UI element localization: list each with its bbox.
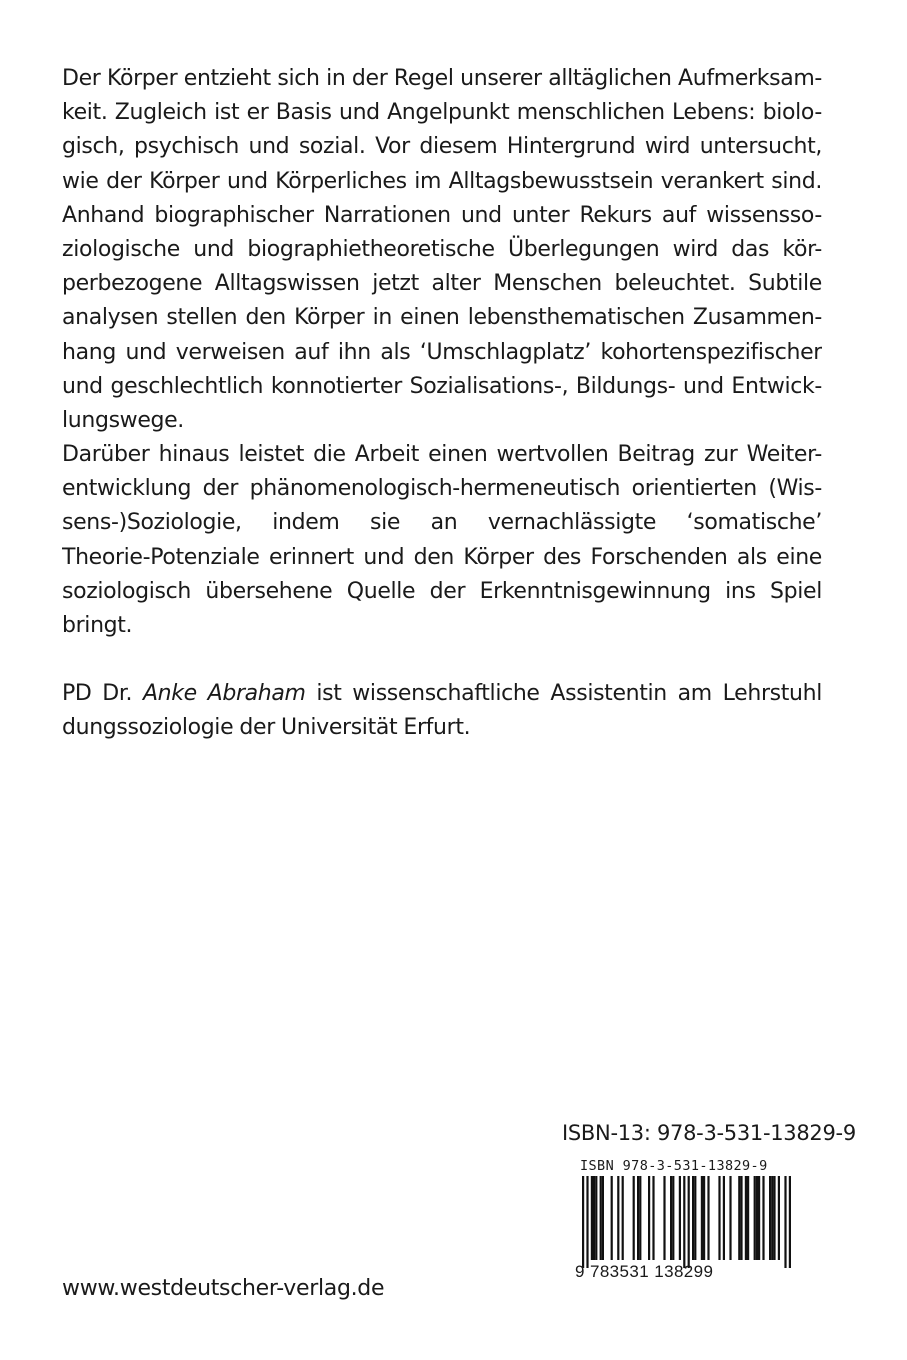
barcode-guard-bar xyxy=(586,1176,588,1268)
barcode-bar xyxy=(723,1176,725,1260)
barcode-bar xyxy=(639,1176,641,1260)
barcode-bar xyxy=(747,1176,749,1260)
barcode-bar xyxy=(670,1176,672,1260)
author-line-1-rest: ist wissenschaftliche Assistentin am Lehrstuhl xyxy=(316,681,822,707)
blurb-line: soziologisch übersehene Quelle der Erkenntnisgewinnung ins Spiel xyxy=(62,578,822,604)
blurb-line: analysen stellen den Körper in einen lebensthematischen Zusammen- xyxy=(62,305,822,331)
barcode-bar xyxy=(602,1176,604,1260)
barcode-isbn-text: ISBN 978-3-531-13829-9 xyxy=(580,1158,768,1174)
barcode-bar xyxy=(617,1176,619,1260)
blurb-line: Darüber hinaus leistet die Arbeit einen wertvollen Beitrag zur Weiter- xyxy=(62,442,822,468)
barcode-guard-bar xyxy=(582,1176,584,1268)
barcode-bar xyxy=(762,1176,764,1260)
barcode-bar xyxy=(740,1176,742,1260)
barcode-bars xyxy=(572,1176,794,1268)
barcode-bar xyxy=(663,1176,665,1260)
barcode-guard-bar xyxy=(688,1176,690,1268)
barcode-bar xyxy=(771,1176,773,1260)
barcode-bar xyxy=(773,1176,775,1260)
blurb-line: Theorie-Potenziale erinnert und den Körper des Forschenden als eine xyxy=(62,544,822,570)
barcode-bar xyxy=(758,1176,760,1260)
isbn-label: ISBN-13: 978-3-531-13829-9 xyxy=(562,1121,856,1145)
barcode-bar xyxy=(778,1176,780,1260)
blurb-line: wie der Körper und Körperliches im Alltagsbewusstsein verankert sind. xyxy=(62,168,822,194)
blurb-line: Der Körper entzieht sich in der Regel unserer alltäglichen Aufmerksam- xyxy=(62,66,822,91)
barcode-bar xyxy=(595,1176,597,1260)
barcode-bar xyxy=(652,1176,654,1260)
barcode-bar xyxy=(648,1176,650,1260)
barcode-bar xyxy=(729,1176,731,1260)
blurb-line: ziologische und biographietheoretische Überlegungen wird das kör- xyxy=(62,236,822,262)
blurb-line: sens-)Soziologie, indem sie an vernachlässigte ‘somatische’ xyxy=(62,510,822,536)
barcode-bar xyxy=(622,1176,624,1260)
barcode-bar xyxy=(756,1176,758,1260)
barcode-bar xyxy=(745,1176,747,1260)
barcode-bar xyxy=(591,1176,593,1260)
barcode-bar xyxy=(679,1176,681,1260)
barcode-guard-bar xyxy=(789,1176,791,1268)
blurb-line: gisch, psychisch und sozial. Vor diesem Hintergrund wird untersucht, xyxy=(62,134,822,160)
blurb-line: perbezogene Alltagswissen jetzt alter Menschen beleuchtet. Subtile xyxy=(62,271,822,297)
barcode-bar xyxy=(703,1176,705,1260)
blurb-line: Anhand biographischer Narrationen und unter Rekurs auf wissensso- xyxy=(62,202,822,228)
barcode-bar xyxy=(754,1176,756,1260)
barcode-bar xyxy=(593,1176,595,1260)
barcode-bar xyxy=(611,1176,613,1260)
barcode-bar xyxy=(694,1176,696,1260)
author-line-2: dungssoziologie der Universität Erfurt. xyxy=(62,715,471,741)
barcode-bar xyxy=(701,1176,703,1260)
blurb-line: keit. Zugleich ist er Basis und Angelpunkt menschlichen Lebens: biolo- xyxy=(62,100,822,126)
barcode xyxy=(572,1158,794,1286)
author-name: Anke Abraham xyxy=(142,681,306,707)
blurb-text xyxy=(62,62,822,746)
barcode-bar xyxy=(738,1176,740,1260)
barcode-bar xyxy=(633,1176,635,1260)
barcode-bar xyxy=(707,1176,709,1260)
barcode-bar xyxy=(692,1176,694,1260)
barcode-guard-bar xyxy=(784,1176,786,1268)
barcode-bar xyxy=(600,1176,602,1260)
blurb-line: hang und verweisen auf ihn als ‘Umschlagplatz’ kohortenspezifischer xyxy=(62,339,822,365)
blurb-line: bringt. xyxy=(62,613,133,638)
barcode-digits: 9 783531 138299 xyxy=(575,1262,714,1281)
barcode-bar xyxy=(672,1176,674,1260)
author-line-1 xyxy=(62,677,822,711)
barcode-bar xyxy=(769,1176,771,1260)
blurb-line: lungswege. xyxy=(62,407,184,433)
blurb-line: entwicklung der phänomenologisch-hermeneutisch orientierten (Wis- xyxy=(62,476,822,502)
paragraph-gap xyxy=(62,643,822,677)
author-prefix: PD Dr. xyxy=(62,681,133,707)
publisher-url[interactable]: www.westdeutscher-verlag.de xyxy=(62,1276,385,1301)
barcode-bar xyxy=(718,1176,720,1260)
blurb-line: und geschlechtlich konnotierter Sozialisations-, Bildungs- und Entwick- xyxy=(62,373,822,399)
barcode-bar xyxy=(637,1176,639,1260)
barcode-guard-bar xyxy=(683,1176,685,1268)
